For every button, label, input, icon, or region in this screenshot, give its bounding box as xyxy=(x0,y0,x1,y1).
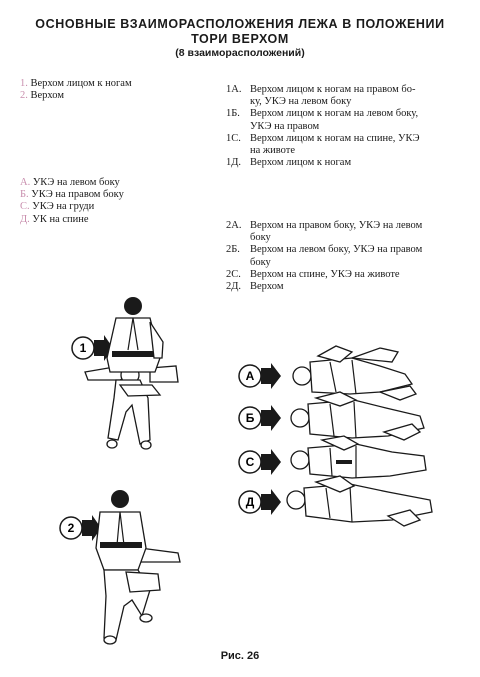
legend-text: Верхом лицом к ногам xyxy=(30,78,132,89)
combo-code: 2Д. xyxy=(226,281,242,293)
legend-text: УКЭ на правом боку xyxy=(31,189,124,201)
combo-line1: Верхом xyxy=(250,281,284,293)
legend-mark: Д. xyxy=(20,213,30,225)
legend-text: УКЭ на левом боку xyxy=(32,177,120,188)
combo-code: 1Д. xyxy=(226,157,242,169)
legend-mark: С. xyxy=(20,201,30,213)
legend-text: Верхом xyxy=(30,90,64,102)
marker-c-label: С xyxy=(245,455,255,469)
combo-line1: Верхом лицом к ногам на спине, УКЭ xyxy=(250,132,420,144)
combo-line2: боку xyxy=(250,232,271,244)
combo-line2: боку xyxy=(250,256,271,268)
figure-d xyxy=(287,476,432,526)
figure-1 xyxy=(85,297,178,449)
legend-mark: А. xyxy=(20,177,31,188)
marker-2 xyxy=(60,515,101,541)
legend-text: УК на спине xyxy=(32,213,89,225)
marker-d xyxy=(239,489,281,515)
figure-c xyxy=(291,436,426,478)
marker-d-label: Д xyxy=(245,495,255,509)
combo-line2: на животе xyxy=(250,145,296,157)
combo-line1: Верхом на левом боку, УКЭ на правом xyxy=(250,244,423,256)
legend-mark: 2. xyxy=(20,90,28,102)
combo-line1: Верхом на спине, УКЭ на животе xyxy=(250,268,400,280)
marker-c xyxy=(239,449,281,475)
combo-code: 1С. xyxy=(226,132,241,144)
figure-a xyxy=(293,346,416,400)
subtitle: (8 взаиморасположений) xyxy=(175,47,305,59)
combo-code: 1Б. xyxy=(226,108,240,120)
legend-mark: 1. xyxy=(20,78,28,89)
title-line-2: ТОРИ ВЕРХОМ xyxy=(191,32,289,46)
marker-a-label: А xyxy=(245,369,255,383)
marker-a xyxy=(239,363,281,389)
figure-caption: Рис. 26 xyxy=(220,650,260,662)
marker-2-label: 2 xyxy=(67,521,75,535)
combo-line2: ку, УКЭ на левом боку xyxy=(250,96,352,108)
legend-mark: Б. xyxy=(20,189,29,201)
combo-code: 1А. xyxy=(226,84,242,95)
figure-b xyxy=(291,392,424,440)
combo-line1: Верхом лицом к ногам xyxy=(250,157,352,169)
combo-line1: Верхом лицом к ногам на левом боку, xyxy=(250,108,419,120)
combo-code: 2А. xyxy=(226,220,242,231)
legend-text: УКЭ на груди xyxy=(32,201,95,213)
figure-2 xyxy=(96,490,180,644)
combo-code: 2С. xyxy=(226,268,241,280)
marker-1-label: 1 xyxy=(79,341,87,355)
marker-b-label: Б xyxy=(245,411,255,425)
title-line-1: ОСНОВНЫЕ ВЗАИМОРАСПОЛОЖЕНИЯ ЛЕЖА В ПОЛОЖЕНИИ xyxy=(35,17,445,31)
marker-b xyxy=(239,405,281,431)
combo-line1: Верхом на правом боку, УКЭ на левом xyxy=(250,220,423,231)
combo-line1: Верхом лицом к ногам на правом бо- xyxy=(250,84,416,95)
combo-line2: УКЭ на правом xyxy=(250,120,320,132)
combo-code: 2Б. xyxy=(226,244,240,256)
